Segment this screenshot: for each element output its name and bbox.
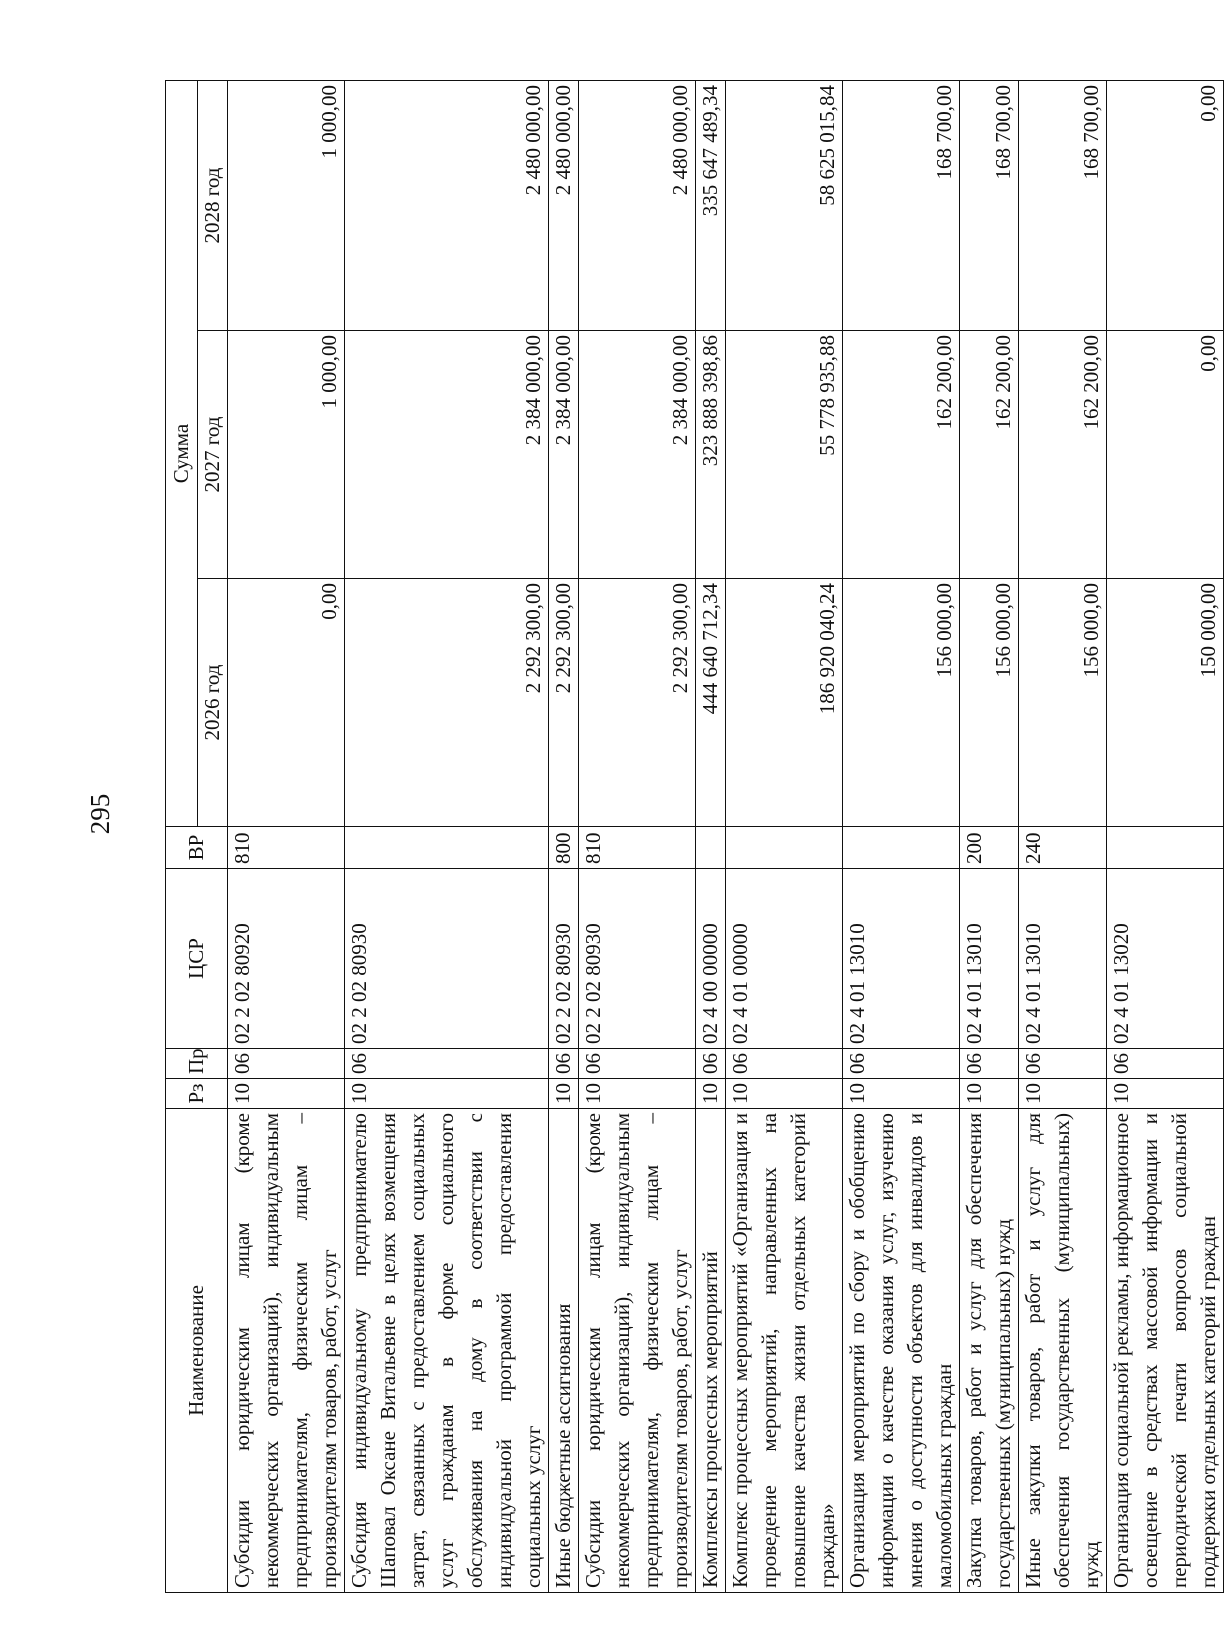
cell-rz: 10 [228, 1079, 345, 1109]
cell-rz: 10 [345, 1079, 549, 1109]
table-row [345, 80, 549, 1592]
cell-y2027: 162 200,00 [843, 331, 960, 579]
header-pr: Пр [166, 1049, 228, 1079]
page-number: 295 [85, 793, 115, 835]
cell-pr: 06 [726, 1049, 843, 1079]
cell-csr: 02 4 01 13010 [960, 869, 1019, 1049]
cell-csr: 02 2 02 80920 [228, 869, 345, 1049]
cell-y2026: 2 292 300,00 [549, 579, 579, 827]
cell-y2026: 2 292 300,00 [579, 579, 696, 827]
cell-pr: 06 [579, 1049, 696, 1079]
header-vr: ВР [166, 827, 228, 869]
cell-pr: 06 [228, 1049, 345, 1079]
table-row [843, 80, 960, 1592]
cell-y2028: 2 480 000,00 [345, 80, 549, 330]
cell-vr [696, 827, 726, 869]
cell-vr: 810 [228, 827, 345, 869]
cell-name: Организация социальной рекламы, информационное освещение в средствах массовой информации и периодической печати вопросов социальной поддержки отдельных категорий граждан [1107, 1109, 1224, 1593]
cell-pr: 06 [960, 1049, 1019, 1079]
cell-y2027: 2 384 000,00 [579, 331, 696, 579]
cell-name: Субсидии юридическим лицам (кроме некоммерческих организаций), индивидуальным предпринимателям, физическим лицам – производителям товаров, работ, услуг [579, 1109, 696, 1593]
cell-name: Иные закупки товаров, работ и услуг для обеспечения государственных (муниципальных) нужд [1019, 1109, 1107, 1593]
cell-vr [1107, 827, 1224, 869]
cell-vr: 240 [1019, 827, 1107, 869]
cell-vr [345, 827, 549, 869]
cell-y2028: 168 700,00 [1019, 80, 1107, 330]
cell-name: Субсидия индивидуальному предпринимателю Шаповал Оксане Витальевне в целях возмещения затрат, связанных с предоставлением социальных услуг гражданам в форме социального обслуживания на дому в соответствии с индивидуальной программой предоставления социальных услуг [345, 1109, 549, 1593]
table-row [960, 80, 1019, 1592]
cell-y2026: 0,00 [228, 579, 345, 827]
cell-y2028: 168 700,00 [960, 80, 1019, 330]
cell-y2027: 2 384 000,00 [345, 331, 549, 579]
header-name: Наименование [166, 1109, 228, 1593]
cell-y2026: 156 000,00 [843, 579, 960, 827]
cell-y2026: 156 000,00 [960, 579, 1019, 827]
cell-pr: 06 [1107, 1049, 1224, 1079]
cell-y2028: 168 700,00 [843, 80, 960, 330]
cell-y2027: 1 000,00 [228, 331, 345, 579]
table-row [696, 80, 726, 1592]
cell-rz: 10 [696, 1079, 726, 1109]
table-body [228, 80, 1224, 1592]
header-csr: ЦСР [166, 869, 228, 1049]
header-sum: Сумма [166, 80, 198, 826]
cell-name: Субсидии юридическим лицам (кроме некоммерческих организаций), индивидуальным предпринимателям, физическим лицам – производителям товаров, работ, услуг [228, 1109, 345, 1593]
cell-rz: 10 [549, 1079, 579, 1109]
cell-name: Закупка товаров, работ и услуг для обеспечения государственных (муниципальных) нужд [960, 1109, 1019, 1593]
table-row [228, 80, 345, 1592]
cell-name: Иные бюджетные ассигнования [549, 1109, 579, 1593]
cell-y2027: 323 888 398,86 [696, 331, 726, 579]
cell-csr: 02 4 01 00000 [726, 869, 843, 1049]
cell-y2026: 2 292 300,00 [345, 579, 549, 827]
cell-vr: 200 [960, 827, 1019, 869]
cell-rz: 10 [1019, 1079, 1107, 1109]
cell-y2028: 335 647 489,34 [696, 80, 726, 330]
cell-name: Комплекс процессных мероприятий «Организация и проведение мероприятий, направленных на повышение качества жизни отдельных категорий граждан» [726, 1109, 843, 1593]
table-row [1107, 80, 1224, 1592]
cell-y2026: 156 000,00 [1019, 579, 1107, 827]
cell-rz: 10 [1107, 1079, 1224, 1109]
cell-pr: 06 [345, 1049, 549, 1079]
cell-csr: 02 2 02 80930 [549, 869, 579, 1049]
header-2027: 2027 год [198, 331, 228, 579]
cell-y2028: 0,00 [1107, 80, 1224, 330]
cell-y2027: 0,00 [1107, 331, 1224, 579]
table-row [579, 80, 696, 1592]
table-row [1019, 80, 1107, 1592]
cell-vr: 800 [549, 827, 579, 869]
cell-rz: 10 [960, 1079, 1019, 1109]
cell-csr: 02 4 01 13010 [1019, 869, 1107, 1049]
table-row [726, 80, 843, 1592]
header-2028: 2028 год [198, 80, 228, 330]
cell-vr [843, 827, 960, 869]
cell-y2026: 444 640 712,34 [696, 579, 726, 827]
cell-y2028: 2 480 000,00 [579, 80, 696, 330]
cell-csr: 02 4 01 13020 [1107, 869, 1224, 1049]
cell-name: Комплексы процессных мероприятий [696, 1109, 726, 1593]
cell-pr: 06 [1019, 1049, 1107, 1079]
table-row [549, 80, 579, 1592]
cell-y2028: 2 480 000,00 [549, 80, 579, 330]
cell-y2027: 55 778 935,88 [726, 331, 843, 579]
cell-csr: 02 4 01 13010 [843, 869, 960, 1049]
cell-rz: 10 [579, 1079, 696, 1109]
cell-name: Организация мероприятий по сбору и обобщению информации о качестве оказания услуг, изучению мнения о доступности объектов для инвалидов и маломобильных граждан [843, 1109, 960, 1593]
budget-table [165, 80, 1224, 1593]
cell-vr: 810 [579, 827, 696, 869]
cell-y2028: 1 000,00 [228, 80, 345, 330]
header-rz: Рз [166, 1079, 228, 1109]
cell-csr: 02 2 02 80930 [579, 869, 696, 1049]
cell-y2027: 162 200,00 [1019, 331, 1107, 579]
cell-vr [726, 827, 843, 869]
cell-pr: 06 [843, 1049, 960, 1079]
cell-pr: 06 [696, 1049, 726, 1079]
cell-csr: 02 2 02 80930 [345, 869, 549, 1049]
cell-rz: 10 [843, 1079, 960, 1109]
cell-pr: 06 [549, 1049, 579, 1079]
header-2026: 2026 год [198, 579, 228, 827]
rotated-page-content [165, 81, 1220, 1593]
cell-y2027: 162 200,00 [960, 331, 1019, 579]
cell-csr: 02 4 00 00000 [696, 869, 726, 1049]
cell-rz: 10 [726, 1079, 843, 1109]
cell-y2027: 2 384 000,00 [549, 331, 579, 579]
cell-y2026: 186 920 040,24 [726, 579, 843, 827]
cell-y2028: 58 625 015,84 [726, 80, 843, 330]
cell-y2026: 150 000,00 [1107, 579, 1224, 827]
